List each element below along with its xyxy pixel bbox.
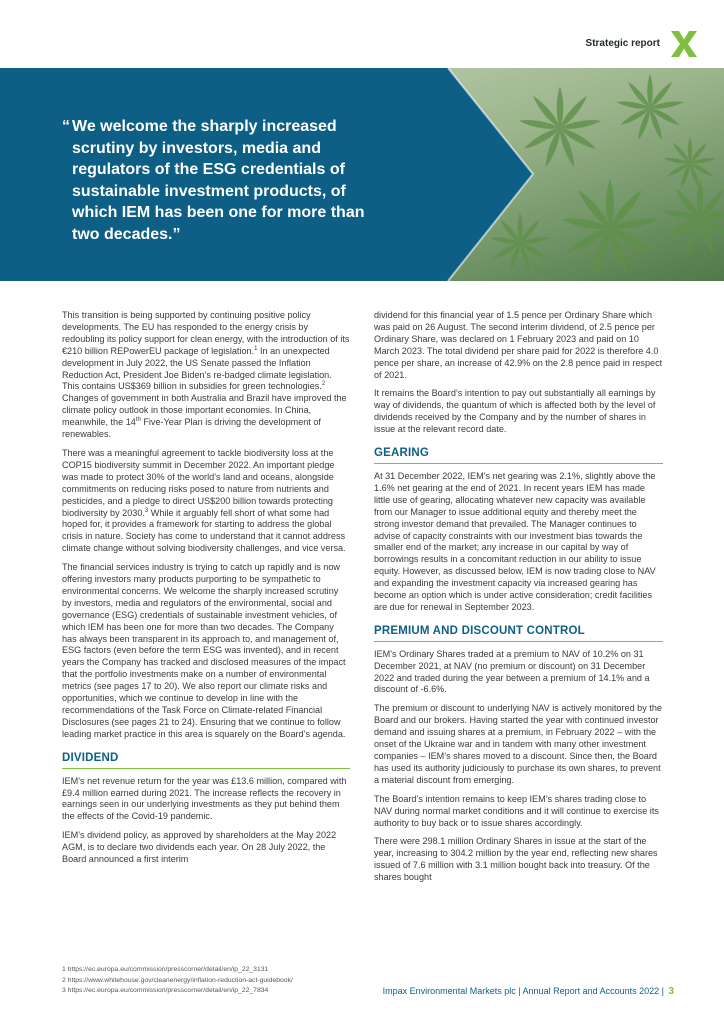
pull-quote (62, 116, 372, 246)
footnote-link[interactable]: 1 https://ec.europa.eu/commission/presscorner/detail/en/ip_22_3131 (62, 966, 269, 973)
page-number: 3 (668, 986, 674, 997)
paragraph-esg: The financial services industry is trying to catch up rapidly and is now offering investors many products purporting to be sympathetic to environmental concerns. We welcome the sharply increased scrutiny by investors, media and regulators of the environmental, social and governance (ESG) credentials of sustainable investment vehicles, of which IEM has been one for more than two decades. The Company has always been transparent in its approach to, and management of, ESG factors (even before the term ESG was invented), and in recent years the Company has tracked and disclosed measures of the impact that the portfolio investments make on a number of environmental metrics (see pages 17 to 20). We also report our climate risks and opportunities, which we continue to develop in line with the recommendations of the Task Force on Climate-related Financial Disclosures (see pages 21 to 24). Ensuring that we continue to follow leading market practice in this area is squarely on the Board’s agenda. (62, 562, 346, 739)
paragraph-policy: This transition is being supported by continuing positive policy developments. The EU has responded to the energy crisis by redoubling its policy support for clean energy, with the introduction of its €210 billion REPowerEU package of legislation.$^1$ In an unexpected development in July 2022, the US Senate passed the Inflation Reduction Act, President Joe Biden’s re-badged climate legislation. This contains US$369 billion in subsidies for green technologies.$^2$ Changes of government in both Australia and Brazil have improved the climate policy outlook in those important economies. In China, meanwhile, the 14th Five-Year Plan is driving the development of renewables. (62, 310, 350, 440)
premium-discount-heading: PREMIUM AND DISCOUNT CONTROL (374, 626, 663, 642)
footnote-link[interactable]: 3 https://ec.europa.eu/commission/presscorner/detail/en/ip_22_7834 (62, 987, 269, 994)
gearing-heading: GEARING (374, 448, 663, 464)
brand-x-logo-icon (670, 30, 698, 58)
left-column (62, 310, 350, 873)
footnote-ref: 3 (144, 507, 149, 514)
open-quote-mark: “ (62, 118, 70, 135)
pull-quote-text: We welcome the sharply increased scrutiny by investors, media and regulators of the ESG credentials of sustainable investment products, of which IEM has been one for more than two decades.” (72, 118, 365, 243)
paragraph-dividend-cont: dividend for this financial year of 1.5 pence per Ordinary Share which was paid on 26 August. The second interim dividend, of 2.5 pence per Ordinary Share, was declared on 1 February 2023 and paid on 10 March 2023. The total dividend per share paid for 2022 is therefore 4.0 pence per share, an increase of 42.9% on the 2.8 pence paid in respect of 2021. (374, 310, 663, 380)
right-column (374, 310, 663, 891)
paragraph-board-intention: It remains the Board’s intention to pay out substantially all earnings by way of dividends, the quantum of which is affected both by the level of dividends received by the Company and by the number of shares in issue at the relevant record date. (374, 388, 656, 435)
paragraph-gearing: At 31 December 2022, IEM’s net gearing was 2.1%, slightly above the 1.6% net gearing at the end of 2021. In recent years IEM has made little use of gearing, allocating whatever new capacity was available from our Manager to issue additional equity and thereby meet the strong investor demand that prevailed. The Manager continues to advise of capacity constraints with our investment bias towards the smaller end of the market; any increase in our capital by way of borrowings results in a concomitant reduction in our ability to issue equity. However, as discussed below, IEM is now trading close to NAV and expanding the investment capacity via increased gearing has become an option which is under active consideration; credit facilities are due for renewal in September 2023. (374, 470, 656, 612)
footnotes (62, 965, 362, 997)
paragraph-biodiversity: There was a meaningful agreement to tackle biodiversity loss at the COP15 biodiversity summit in December 2022. An important pledge was made to protect 30% of the world’s land and oceans, alongside commitments on reducing risks posed to nature from nutrients and pesticides, and a pledge to direct US$200 billion towards protecting biodiversity by 2030.$^3$ While it arguably fell short of what some had hoped for, it provides a framework for starting to address the global crisis in nature. Society has come to understand that it cannot address climate change without solving biodiversity challenges, and vice versa. (62, 447, 346, 554)
section-title: Strategic report (585, 38, 660, 49)
footnote-link[interactable]: 2 https://www.whitehouse.gov/cleanenergy/inflation-reduction-act-guidebook/ (62, 976, 293, 984)
paragraph-revenue: IEM’s net revenue return for the year was £13.6 million, compared with £9.4 million earned during 2021. The increase reflects the recovery in earnings seen in our underlying investments as they put behind them the effects of the Covid-19 pandemic. (62, 775, 347, 822)
dividend-heading: DIVIDEND (62, 753, 350, 769)
footnote-ref: 1 (254, 345, 258, 352)
paragraph-shares-issue: There were 298.1 million Ordinary Shares in issue at the start of the year, increasing to 304.2 million by the year end, reflecting new shares issued of 7.6 million with 3.1 million bought back into treasury. Of the shares bought (374, 836, 658, 883)
footer-text: Impax Environmental Markets plc | Annual Report and Accounts 2022 | (382, 986, 664, 996)
paragraph-buyback: The Board’s intention remains to keep IEM’s shares trading close to NAV during normal market conditions and it will continue to exercise its authority to buy back or to issue shares accordingly. (374, 793, 659, 828)
paragraph-dividend-policy: IEM’s dividend policy, as approved by shareholders at the May 2022 AGM, is to declare two dividends each year. On 28 July 2022, the Board announced a first interim (62, 830, 337, 865)
paragraph-monitoring: The premium or discount to underlying NAV is actively monitored by the Board and our brokers. Having started the year with continued investor demand and issuing shares at a premium, in February 2022 – with the onset of the Ukraine war and in tandem with many other investment companies – IEM’s shares moved to a discount. Since then, the Board has used its authority judiciously to purchase its own shares, to prevent a material discount from emerging. (374, 703, 662, 785)
paragraph-premium: IEM’s Ordinary Shares traded at a premium to NAV of 10.2% on 31 December 2021, at NAV (no premium or discount) on 31 December 2022 and traded during the year between a premium of 14.1% and a discount of -6.6%. (374, 648, 650, 695)
footnote-ref: 2 (321, 381, 326, 388)
